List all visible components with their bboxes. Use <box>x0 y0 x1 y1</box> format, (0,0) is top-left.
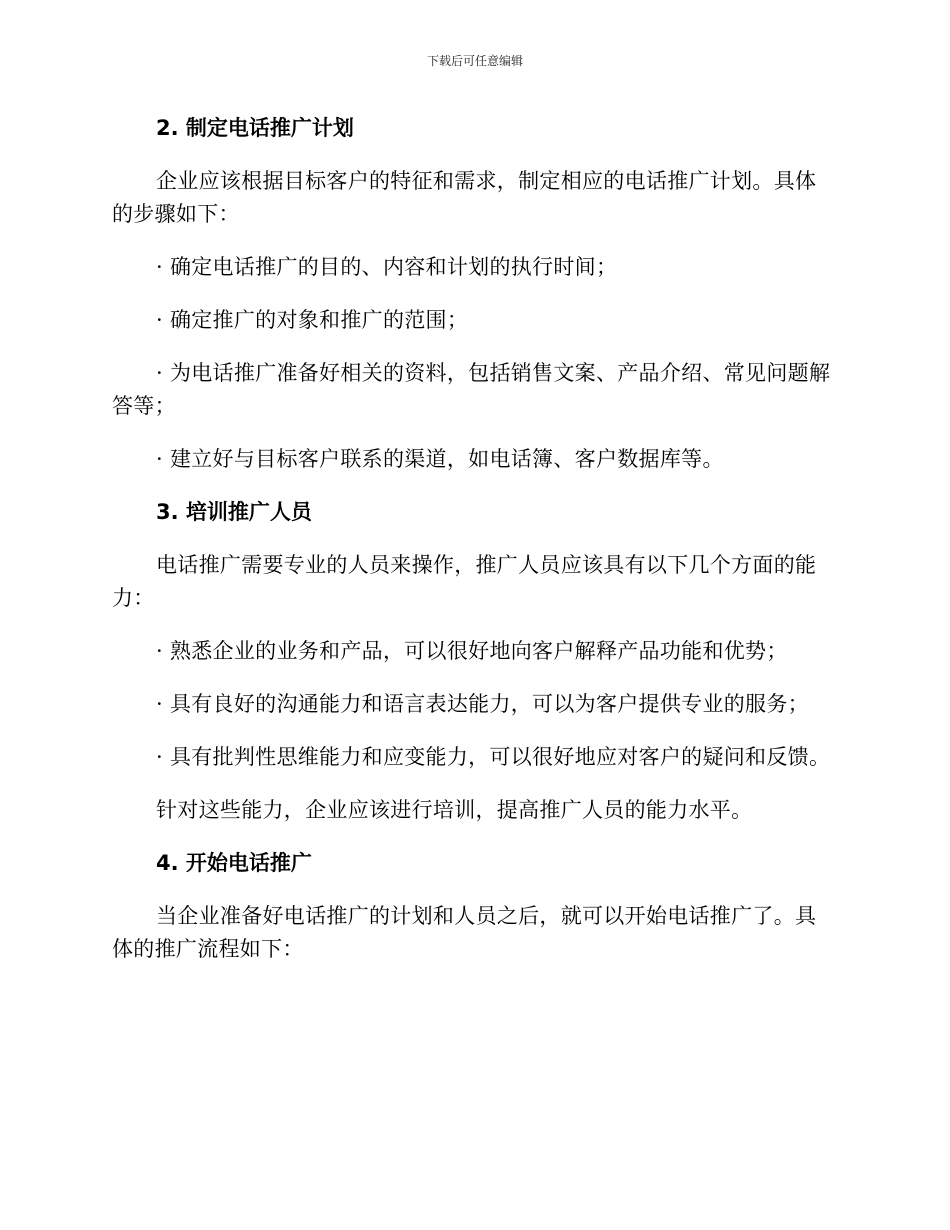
section-3-bullet: · 具有良好的沟通能力和语言表达能力，可以为客户提供专业的服务； <box>156 692 809 716</box>
section-3-intro: 电话推广需要专业的人员来操作，推广人员应该具有以下几个方面的能力： <box>112 553 817 610</box>
page-header: 下载后可任意编辑 <box>426 54 523 68</box>
section-3-bullet: · 熟悉企业的业务和产品，可以很好地向客户解释产品功能和优势； <box>156 639 788 663</box>
section-4-heading: 4. 开始电话推广 <box>156 851 312 875</box>
section-3-heading: 3. 培训推广人员 <box>156 500 312 524</box>
section-2-heading: 2. 制定电话推广计划 <box>156 116 354 140</box>
section-2-bullet: · 建立好与目标客户联系的渠道，如电话簿、客户数据库等。 <box>156 447 724 471</box>
section-3-closing: 针对这些能力，企业应该进行培训，提高推广人员的能力水平。 <box>156 798 753 822</box>
section-2-bullet: · 确定推广的对象和推广的范围； <box>156 308 469 332</box>
section-4-intro: 当企业准备好电话推广的计划和人员之后，就可以开始电话推广了。具体的推广流程如下： <box>112 904 817 961</box>
section-3-bullet: · 具有批判性思维能力和应变能力，可以很好地应对客户的疑问和反馈。 <box>156 745 831 769</box>
section-2-bullet: · 为电话推广准备好相关的资料，包括销售文案、产品介绍、常见问题解答等； <box>112 361 831 418</box>
document-body <box>112 112 832 986</box>
section-2-intro: 企业应该根据目标客户的特征和需求，制定相应的电话推广计划。具体的步骤如下： <box>112 169 817 226</box>
section-2-bullet: · 确定电话推广的目的、内容和计划的执行时间； <box>156 255 618 279</box>
